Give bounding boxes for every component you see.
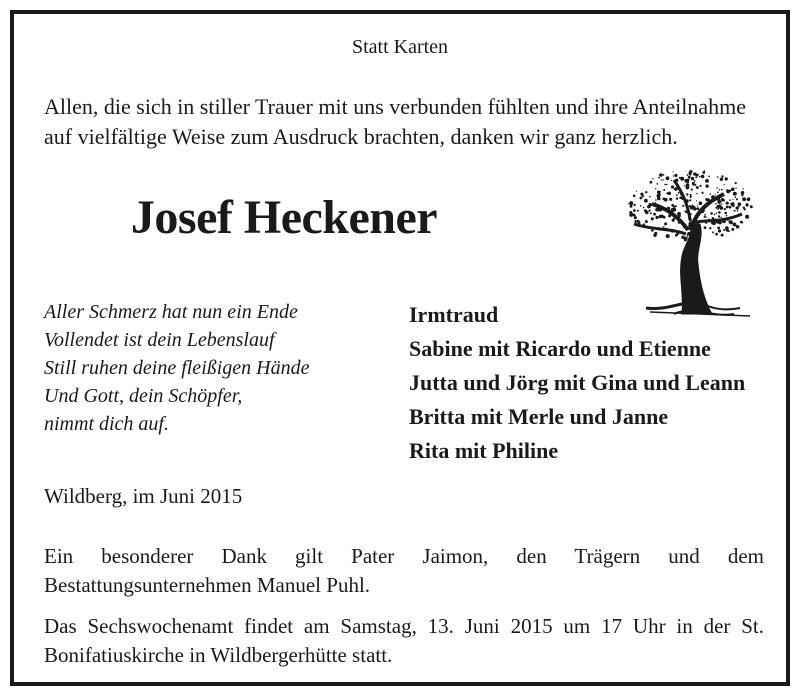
notice-heading: Statt Karten: [351, 36, 449, 58]
intro-text: Allen, die sich in stiller Trauer mit uns verbunden fühlten und ihre Anteilnahme auf vielfältige Weise zum Ausdruck brachten, danken wir ganz herzlich.: [44, 94, 747, 149]
mourner-name: Jutta und Jörg mit Gina und Leann: [409, 370, 746, 395]
notice-frame: [10, 10, 790, 686]
poem-line: nimmt dich auf.: [44, 413, 169, 435]
mourner-name: Sabine mit Ricardo und Etienne: [409, 336, 711, 361]
deceased-name: Josef Heckener: [130, 191, 438, 244]
mourner-name: Rita mit Philine: [409, 438, 559, 463]
service-paragraph: Das Sechswochenamt findet am Samstag, 13. Juni 2015 um 17 Uhr in der St. Bonifatiuskirche in Wildbergerhütte statt.: [44, 614, 764, 667]
mourner-name: Irmtraud: [409, 302, 499, 327]
place-date: Wildberg, im Juni 2015: [44, 484, 243, 508]
poem-line: Vollendet ist dein Lebenslauf: [44, 329, 275, 351]
poem-line: Still ruhen deine fleißigen Hände: [44, 357, 310, 379]
memorial-poem: [44, 298, 310, 438]
poem-line: Und Gott, dein Schöpfer,: [44, 385, 243, 407]
mourners-list: [409, 298, 745, 468]
mourner-name: Britta mit Merle und Janne: [409, 404, 669, 429]
thanks-paragraph: Ein besonderer Dank gilt Pater Jaimon, den Trägern und dem Bestattungsunternehmen Manuel Puhl.: [44, 544, 764, 597]
poem-line: Aller Schmerz hat nun ein Ende: [44, 301, 298, 323]
